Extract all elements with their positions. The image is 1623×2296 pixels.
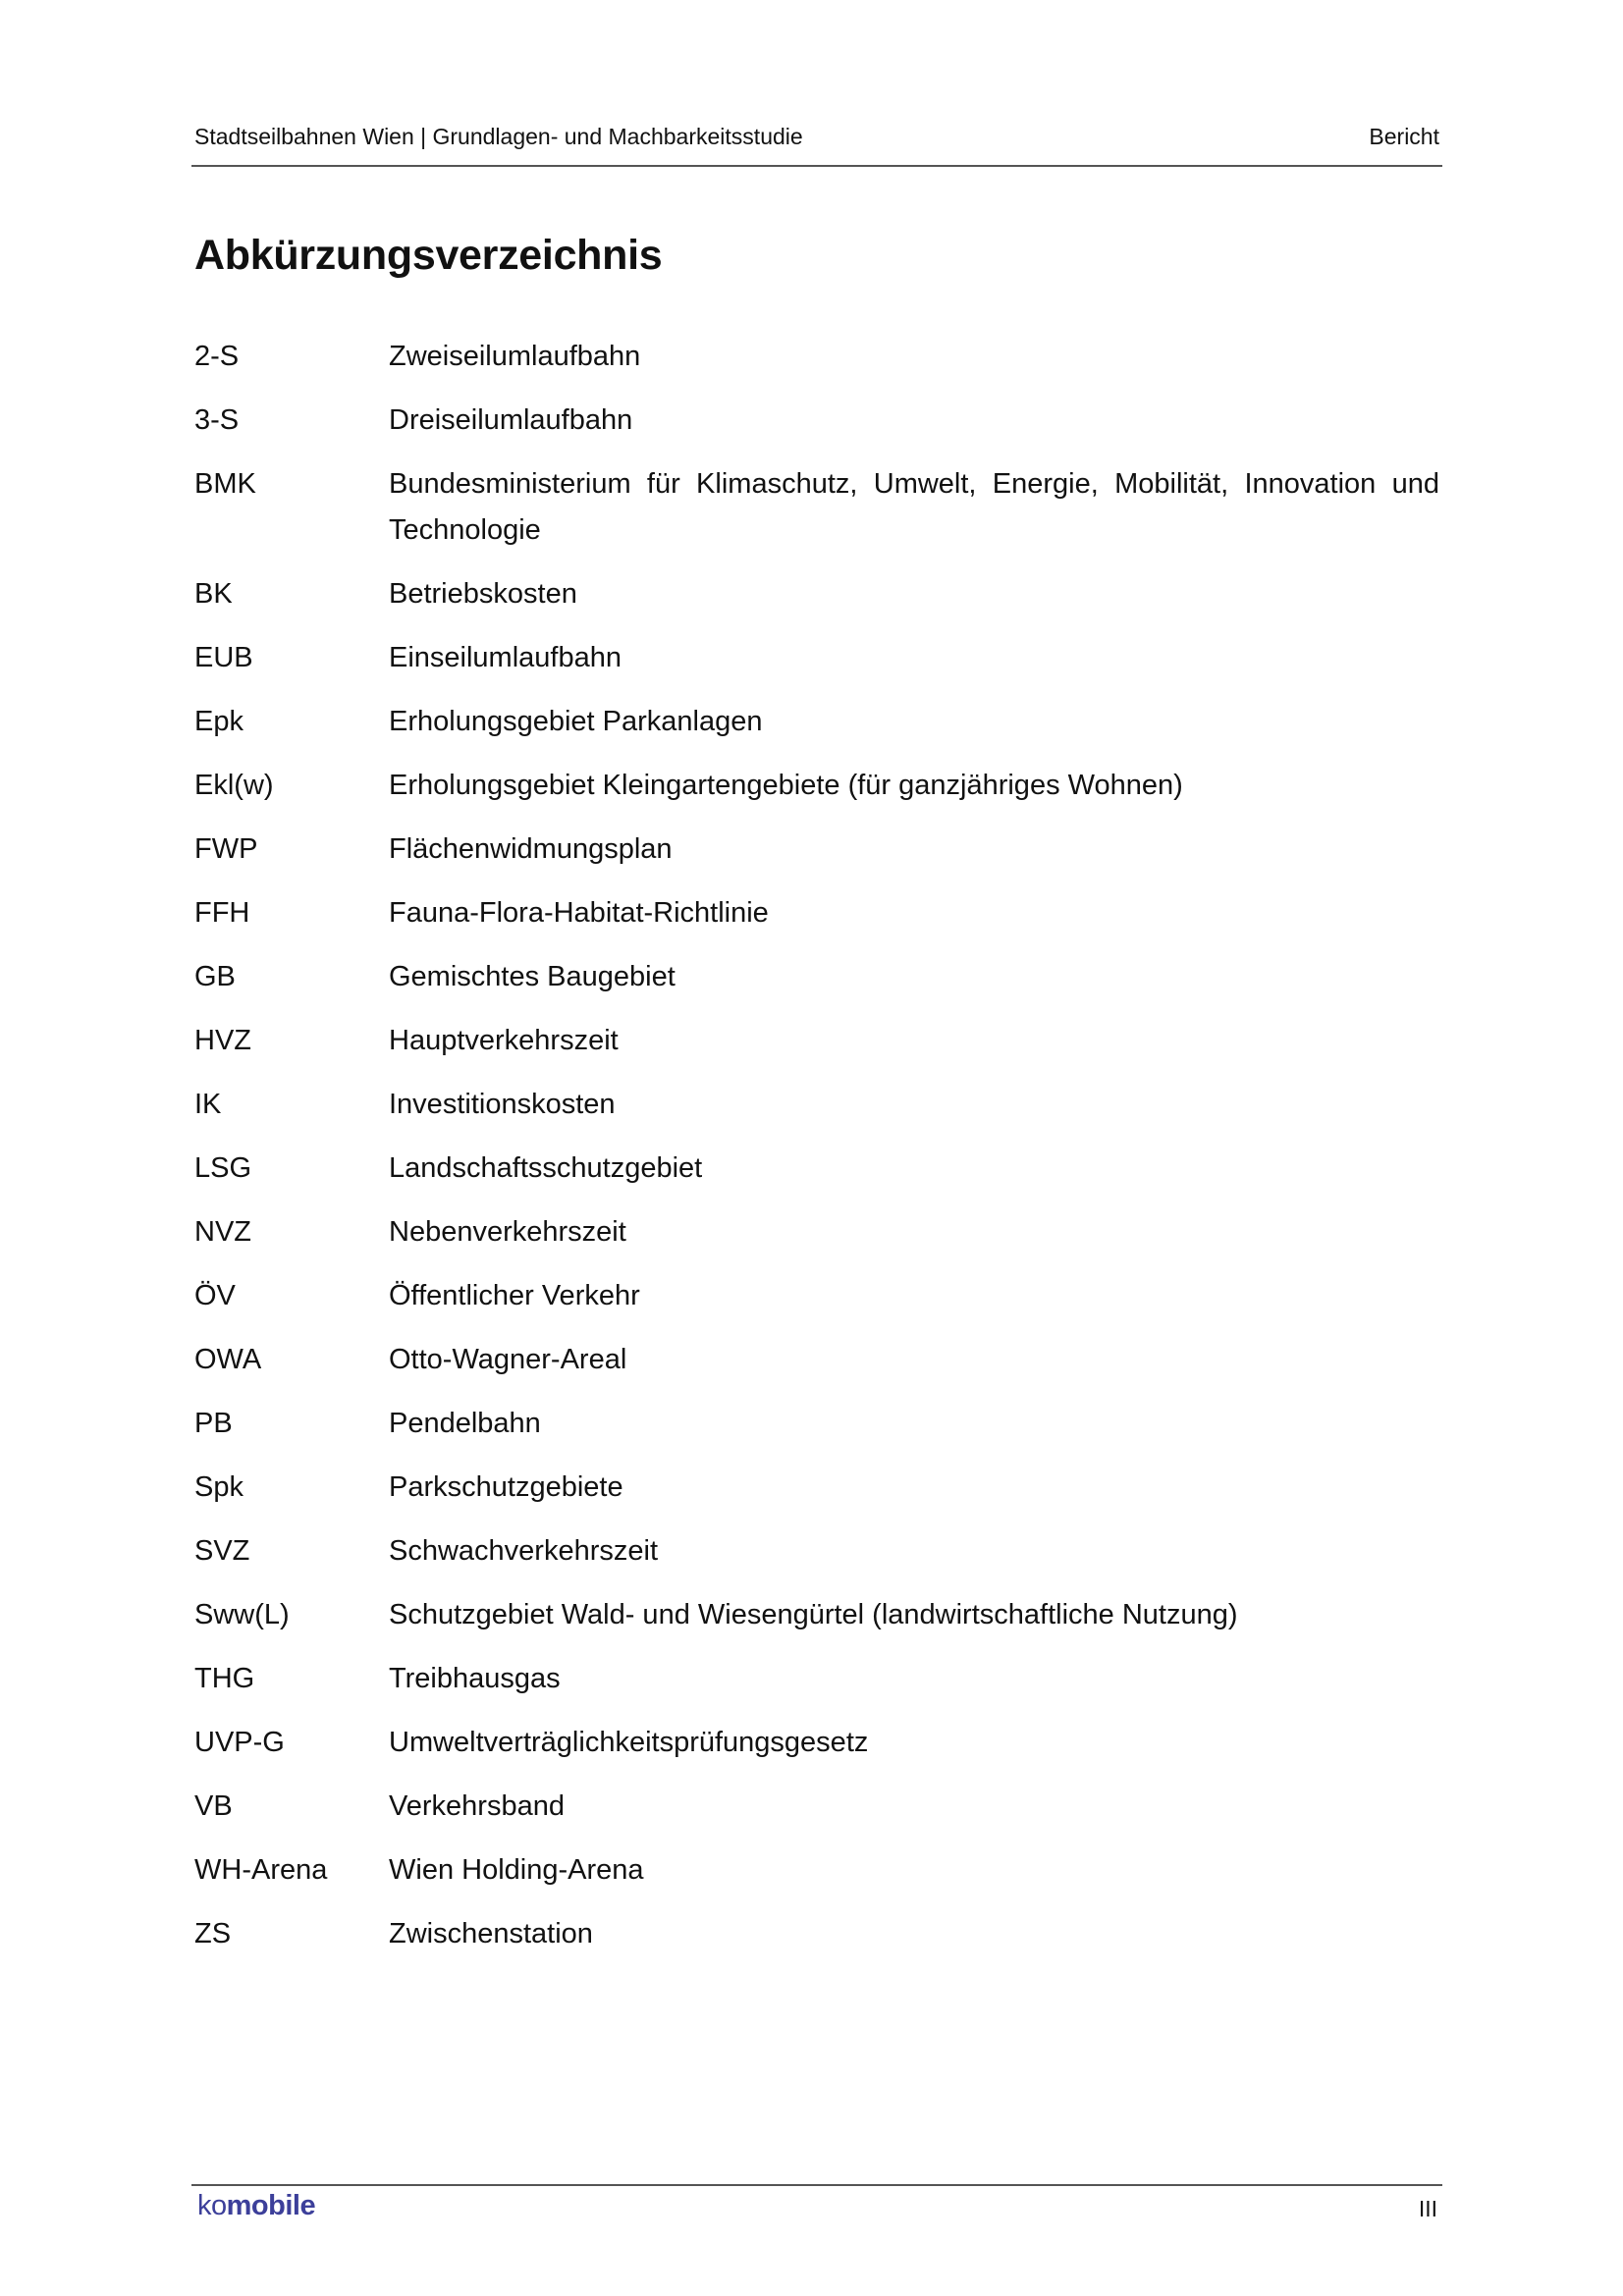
abbreviation-definition: Betriebskosten	[389, 578, 577, 610]
abbreviation-definition: Schwachverkehrszeit	[389, 1535, 658, 1567]
abbreviation-list	[194, 334, 1439, 1975]
abbreviation-row	[194, 461, 1439, 554]
abbreviation-definition: Umweltverträglichkeitsprüfungsgesetz	[389, 1727, 869, 1758]
abbreviation-row	[194, 1337, 1439, 1383]
logo-text-mobile: mobile	[226, 2190, 316, 2221]
abbreviation-row	[194, 1911, 1439, 1957]
header-section-label: Bericht	[1369, 124, 1439, 149]
abbreviation-term: 3-S	[194, 404, 240, 436]
abbreviation-definition: Öffentlicher Verkehr	[389, 1280, 640, 1311]
abbreviation-term: PB	[194, 1408, 233, 1439]
abbreviation-row	[194, 1784, 1439, 1830]
abbreviation-row	[194, 334, 1439, 380]
abbreviation-definition: Bundesministerium für Klimaschutz, Umwelt, Energie, Mobilität, Innovation und Technologie	[389, 468, 1439, 546]
abbreviation-term: ÖV	[194, 1280, 236, 1311]
abbreviation-term: NVZ	[194, 1216, 251, 1248]
abbreviation-term: UVP-G	[194, 1727, 285, 1758]
abbreviation-term: Spk	[194, 1471, 243, 1503]
abbreviation-definition: Investitionskosten	[389, 1089, 616, 1120]
abbreviation-definition: Otto-Wagner-Areal	[389, 1344, 627, 1375]
abbreviation-row	[194, 571, 1439, 617]
abbreviation-term: 2-S	[194, 341, 240, 372]
abbreviation-definition: Nebenverkehrszeit	[389, 1216, 626, 1248]
abbreviation-definition: Wien Holding-Arena	[389, 1854, 644, 1886]
abbreviation-definition: Zweiseilumlaufbahn	[389, 341, 641, 372]
abbreviation-definition: Einseilumlaufbahn	[389, 642, 622, 673]
abbreviation-definition: Parkschutzgebiete	[389, 1471, 623, 1503]
abbreviation-term: Epk	[194, 706, 243, 737]
abbreviation-definition: Zwischenstation	[389, 1918, 593, 1949]
logo-text-ko: ko	[197, 2190, 227, 2221]
abbreviation-row	[194, 1656, 1439, 1702]
abbreviation-definition: Landschaftsschutzgebiet	[389, 1152, 703, 1184]
abbreviation-definition: Hauptverkehrszeit	[389, 1025, 619, 1056]
komobile-logo	[197, 2190, 315, 2222]
page-title: Abkürzungsverzeichnis	[194, 232, 663, 279]
abbreviation-term: SVZ	[194, 1535, 250, 1567]
abbreviation-row	[194, 1847, 1439, 1894]
abbreviation-row	[194, 1465, 1439, 1511]
abbreviation-row	[194, 1209, 1439, 1255]
abbreviation-definition: Fauna-Flora-Habitat-Richtlinie	[389, 897, 769, 929]
abbreviation-row	[194, 635, 1439, 681]
abbreviation-term: OWA	[194, 1344, 262, 1375]
abbreviation-term: GB	[194, 961, 236, 992]
abbreviation-term: BK	[194, 578, 233, 610]
page-header	[191, 120, 1442, 167]
abbreviation-row	[194, 1146, 1439, 1192]
page-footer	[191, 2184, 1442, 2229]
abbreviation-row	[194, 890, 1439, 936]
abbreviation-definition: Schutzgebiet Wald- und Wiesengürtel (landwirtschaftliche Nutzung)	[389, 1599, 1238, 1630]
abbreviation-term: WH-Arena	[194, 1854, 328, 1886]
abbreviation-term: IK	[194, 1089, 222, 1120]
abbreviation-definition: Dreiseilumlaufbahn	[389, 404, 633, 436]
abbreviation-row	[194, 1720, 1439, 1766]
abbreviation-definition: Treibhausgas	[389, 1663, 561, 1694]
abbreviation-row	[194, 827, 1439, 873]
abbreviation-row	[194, 1018, 1439, 1064]
abbreviation-row	[194, 699, 1439, 745]
abbreviation-definition: Verkehrsband	[389, 1790, 565, 1822]
abbreviation-row	[194, 1401, 1439, 1447]
abbreviation-term: LSG	[194, 1152, 252, 1184]
abbreviation-term: HVZ	[194, 1025, 251, 1056]
abbreviation-definition: Flächenwidmungsplan	[389, 833, 673, 865]
abbreviation-term: BMK	[194, 468, 256, 500]
abbreviation-term: EUB	[194, 642, 253, 673]
page-number: III	[1418, 2196, 1437, 2221]
abbreviation-row	[194, 763, 1439, 809]
abbreviation-row	[194, 1592, 1439, 1638]
abbreviation-definition: Erholungsgebiet Kleingartengebiete (für ganzjähriges Wohnen)	[389, 770, 1183, 801]
abbreviation-term: THG	[194, 1663, 255, 1694]
abbreviation-row	[194, 1273, 1439, 1319]
abbreviation-row	[194, 954, 1439, 1000]
abbreviation-row	[194, 398, 1439, 444]
abbreviation-row	[194, 1528, 1439, 1575]
abbreviation-term: FFH	[194, 897, 250, 929]
abbreviation-term: VB	[194, 1790, 233, 1822]
abbreviation-definition: Erholungsgebiet Parkanlagen	[389, 706, 763, 737]
header-document-title: Stadtseilbahnen Wien | Grundlagen- und Machbarkeitsstudie	[194, 124, 803, 149]
abbreviation-definition: Pendelbahn	[389, 1408, 541, 1439]
abbreviation-term: FWP	[194, 833, 258, 865]
abbreviation-definition: Gemischtes Baugebiet	[389, 961, 676, 992]
abbreviation-row	[194, 1082, 1439, 1128]
abbreviation-term: Ekl(w)	[194, 770, 274, 801]
abbreviation-term: ZS	[194, 1918, 232, 1949]
abbreviation-term: Sww(L)	[194, 1599, 290, 1630]
